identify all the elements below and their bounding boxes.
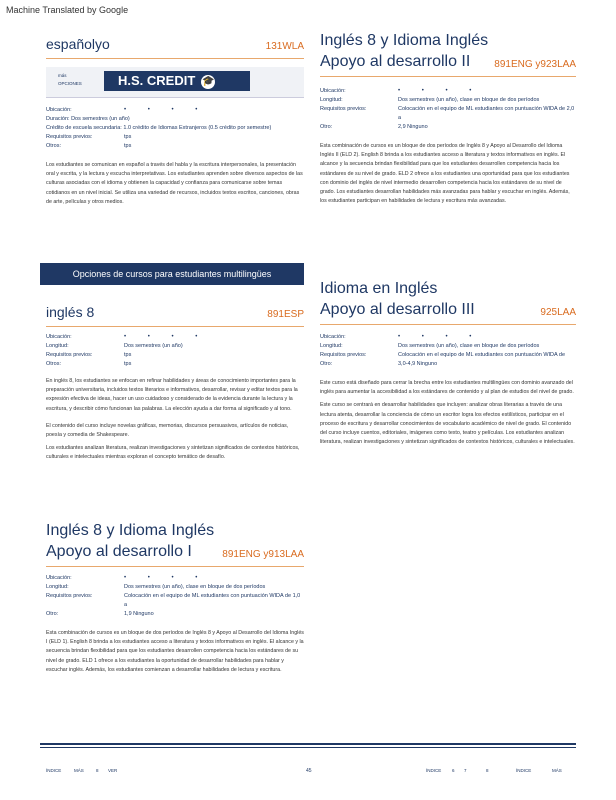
footer-link-6[interactable]: 6 — [452, 768, 455, 773]
course-header-english8 — [46, 302, 304, 327]
machine-translated-label: Machine Translated by Google — [6, 5, 129, 15]
course-meta: Ubicación: • • • • Longitud: Dos semestres (un año), clase en bloque de dos períodos Requisitos previos: Colocación en el equipo de ML estudiantes con puntuación WIDA de 2,0 a Otro: 2,9 Ninguno — [320, 88, 575, 130]
course-meta: Ubicación: • • • • Longitud: Dos semestres (un año), clase en bloque de dos períodos Requisitos previos: Colocación en el equipo de ML estudiantes con puntuación WIDA de Otro: 3,0-4,9 Ninguno — [320, 334, 566, 367]
footer-rule-thin — [40, 747, 576, 748]
left-column-2 — [46, 302, 304, 467]
course-header-eld3 — [320, 299, 576, 325]
footer-link-7[interactable]: 7 — [464, 768, 467, 773]
graduation-cap-icon: 🎓 — [202, 75, 215, 87]
multilingual-options-banner: Opciones de cursos para estudiantes multilingües — [40, 263, 304, 285]
course-title: españolyo — [46, 36, 110, 52]
footer-link-index-3[interactable]: ÍNDICE — [516, 768, 532, 773]
course-description: En inglés 8, los estudiantes se enfocan en refinar habilidades y áreas de conocimiento importantes para la preparación universitaria, incluidos textos literarios e informativos, desarrollar, revisar y editar textos para la expresión efectiva de ideas, hacer un uso cuidadoso y considerado de la evidencia durante la lectura y la escritura, y describir cómo funcionan las palabras. La elección ayuda a dar forma al significado y al tono. El contenido del curso incluye novelas gráficas, memorias, discursos persuasivos, artículos de noticias, poesía y comedia de Shakespeare. Los estudiantes analizan literatura, realizan investigaciones y sintetizan significados de contextos históricos, culturales e intelectuales mientras exploran el concepto temático de desafío. — [46, 378, 300, 461]
footer-link-more-2[interactable]: MÁS — [552, 768, 562, 773]
right-column-2 — [320, 278, 576, 451]
footer-link-8[interactable]: 8 — [96, 768, 99, 773]
left-column — [46, 34, 304, 211]
right-column-1 — [320, 30, 576, 210]
course-title-line2: Apoyo al desarrollo III — [320, 301, 475, 318]
course-code: 925LAA — [540, 307, 576, 318]
course-title-line1: Inglés 8 y Idioma Inglés — [46, 522, 215, 539]
course-header-eld2 — [320, 51, 576, 77]
course-title-line2: Apoyo al desarrollo II — [320, 53, 471, 70]
footer-link-8b[interactable]: 8 — [486, 768, 489, 773]
course-description: Esta combinación de cursos es un bloque de dos períodos de Inglés 8 y Apoyo al Desarrollo del Idioma Inglés I (ELD 1). English 8 brinda a los estudiantes acceso a literatura y textos informativos en inglés. El alcance y la secuencia brindan flexibilidad para que los estudiantes desarrollen competencia hacia los estándares de su nivel de grado. ELD 1 ofrece a los estudiantes la oportunidad de desarrollar habilidades para hablar y escuchar inglés. Además, los estudiantes comienzan a desarrollar habilidades de lectura y escritura. — [46, 630, 304, 673]
footer-link-more[interactable]: MÁS — [74, 768, 84, 773]
course-code: 891ENG y923LAA — [494, 59, 576, 70]
hs-credit-labels: más OPCIONES — [58, 73, 82, 86]
hs-credit-banner — [46, 67, 304, 98]
course-meta: Ubicación: • • • • Longitud: Dos semestres (un año) Requisitos previos: tps Otros: tps — [46, 334, 208, 367]
course-code: 131WLA — [265, 41, 304, 52]
course-header-eld1 — [46, 541, 304, 567]
course-meta: Ubicación: • • • • Longitud: Dos semestres (un año), clase en bloque de dos períodos Requisitos previos: Colocación en el equipo de ML estudiantes con puntuación WIDA de 1,0 a Otro: 1,9 Ninguno — [46, 575, 301, 617]
course-title-line1: Idioma en Inglés — [320, 280, 438, 297]
course-description: Esta combinación de cursos es un bloque de dos períodos de Inglés 8 y Apoyo al Desarrollo del Idioma Inglés II (ELD 2). English 8 brinda a los estudiantes acceso a literatura y textos informativos en inglés. El alcance y la secuencia brindan flexibilidad para que los estudiantes desarrollen competencia hacia los estándares de su nivel de grado. ELD 2 ofrece a los estudiantes una oportunidad para que los estudiantes con dominio del inglés de nivel intermedio desarrollen competencia hacia los estándares de su nivel de grado. Los estudiantes desarrollan habilidades más avanzadas para hablar y escuchar en inglés. Además, los estudiantes participan en habilidades de lectura y escritura más avanzadas. — [320, 143, 570, 205]
hs-credit-logo: H.S. CREDIT 🎓 — [104, 71, 250, 91]
course-header-spanish — [46, 34, 304, 59]
course-code: 891ENG y913LAA — [222, 549, 304, 560]
page-number: 45 — [306, 768, 312, 774]
course-title-line2: Apoyo al desarrollo I — [46, 543, 192, 560]
footer-link-index[interactable]: ÍNDICE — [46, 768, 62, 773]
course-code: 891ESP — [267, 309, 304, 320]
footer-link-index-2[interactable]: ÍNDICE — [426, 768, 442, 773]
course-description: Este curso está diseñado para cerrar la brecha entre los estudiantes multilingües con dominio avanzado del inglés para aumentar la accesibilidad a los estándares de contenido y al plan de estudios del nivel de grado. Este curso se centrará en desarrollar habilidades que incluyen: analizar obras literarias a través de una lectura atenta, desarrollar la conciencia de cómo un escritor logra los efectos estilísticos, participar en el proceso de escritura y desarrollar conocimientos de vocabulario académico de nivel de grado. El contenido del curso incluye cuentos, editoriales, imágenes como texto, teatro y películas. Los estudiantes analizan literatura, realizan investigaciones y sintetizan significados de contextos históricos, culturales e intelectuales. — [320, 380, 575, 446]
course-description: Los estudiantes se comunican en español a través del habla y la escritura interpersonales, la presentación oral y escrita, y la lectura y escucha interpretativas. Los estudiantes aprenden sobre diversos aspectos de las culturas asociadas con el idioma y obtienen la capacidad y confianza para comunicarse sobre temas cotidianos en un nivel inicial. Se utiliza una variedad de recursos, incluidos textos escritos, canciones, obras de arte, películas y otros medios. — [46, 162, 303, 205]
footer-link-see[interactable]: VER — [108, 768, 118, 773]
course-meta: Ubicación: • • • • Duración: Dos semestres (un año) Crédito de escuela secundaria: 1.0 crédito de Idiomas Extranjeros (0.5 crédito por semestre) Requisitos previos: tps Otros: tps — [46, 107, 272, 149]
course-title: inglés 8 — [46, 304, 95, 320]
course-title-line1: Inglés 8 y Idioma Inglés — [320, 32, 489, 49]
left-column-3 — [46, 520, 304, 679]
footer-rule — [40, 743, 576, 745]
